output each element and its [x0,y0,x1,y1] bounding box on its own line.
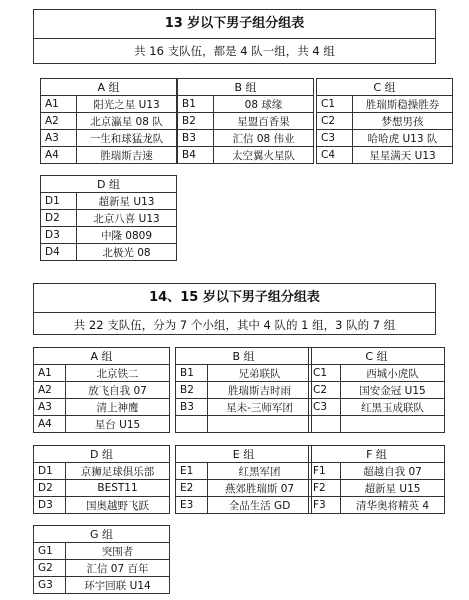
table-row [176,497,312,514]
table-row [176,463,312,480]
team-code: C2 [309,382,341,399]
table-row [34,480,170,497]
team-code: A2 [41,113,77,130]
team-code: E3 [176,497,208,514]
table-row [34,399,170,416]
team-code: D1 [34,463,66,480]
group-name: C 组 [309,348,445,365]
table-row [178,130,314,147]
table-row [34,577,170,594]
table-row [176,382,312,399]
team-code: A4 [41,147,77,164]
table-row [176,480,312,497]
team-name: 燕郊胜瑞斯 07 [208,480,312,497]
team-name: 超新星 U13 [77,193,177,210]
table-row [309,416,445,433]
team-code: G3 [34,577,66,594]
u13-header [33,9,436,64]
group-table [40,175,177,261]
team-code: F2 [309,480,341,497]
team-code: C3 [317,130,353,147]
team-code: B4 [178,147,214,164]
team-code: D2 [41,210,77,227]
team-name [208,416,312,433]
team-code: C3 [309,399,341,416]
group-name: D 组 [41,176,177,193]
table-row [41,193,177,210]
group-table [316,78,453,164]
team-code: G2 [34,560,66,577]
group-name: C 组 [317,79,453,96]
team-name: 太空翼火星队 [214,147,314,164]
group-name: A 组 [34,348,170,365]
team-code: C1 [309,365,341,382]
table-row [309,365,445,382]
group-name: B 组 [176,348,312,365]
team-name: 红黑玉成联队 [341,399,445,416]
group-table [33,445,170,514]
group-table [40,78,177,164]
team-name: 胜瑞斯吉时雨 [208,382,312,399]
team-name: 超越自我 07 [341,463,445,480]
table-row [34,560,170,577]
team-name: 国安金冠 U15 [341,382,445,399]
group-name: F 组 [309,446,445,463]
team-name: 汇信 08 伟业 [214,130,314,147]
team-name: 梦想男孩 [353,113,453,130]
group-table [308,347,445,433]
team-name: 星台 U15 [66,416,170,433]
team-name: 北京铁二 [66,365,170,382]
team-code: D2 [34,480,66,497]
team-name: BEST11 [66,480,170,497]
table-row [41,96,177,113]
group-name: E 组 [176,446,312,463]
team-name: 突围者 [66,543,170,560]
team-code: D4 [41,244,77,261]
team-code: G1 [34,543,66,560]
table-row [317,130,453,147]
table-row [309,463,445,480]
team-code: A2 [34,382,66,399]
team-name: 中隆 0809 [77,227,177,244]
table-row [41,130,177,147]
team-name: 清华奥将精英 4 [341,497,445,514]
team-name [341,416,445,433]
table-row [309,497,445,514]
team-code: A1 [41,96,77,113]
table-row [41,147,177,164]
team-name: 放飞自我 07 [66,382,170,399]
team-code: A1 [34,365,66,382]
group-name: A 组 [41,79,177,96]
team-code: E1 [176,463,208,480]
u15-header [33,283,436,335]
table-row [34,463,170,480]
team-code: C4 [317,147,353,164]
table-row [176,399,312,416]
team-name: 全品生活 GD [208,497,312,514]
team-name: 胜瑞斯吉速 [77,147,177,164]
group-name: B 组 [178,79,314,96]
group-table [177,78,314,164]
group-table [33,347,170,433]
table-row [176,365,312,382]
table-row [309,399,445,416]
team-code: B3 [178,130,214,147]
table-row [41,244,177,261]
team-name: 北京八喜 U13 [77,210,177,227]
group-name: G 组 [34,526,170,543]
table-row [309,382,445,399]
team-name: 星星满天 U13 [353,147,453,164]
group-table [175,445,312,514]
table-row [317,96,453,113]
u15-subtitle: 共 22 支队伍，分为 7 个小组，其中 4 队的 1 组，3 队的 7 组 [73,318,396,332]
team-name: 北极光 08 [77,244,177,261]
table-row [34,416,170,433]
group-table [175,347,312,433]
team-code: B2 [176,382,208,399]
team-code: A3 [34,399,66,416]
team-name: 08 球缘 [214,96,314,113]
table-row [178,147,314,164]
team-code: B2 [178,113,214,130]
team-name: 清上神鹰 [66,399,170,416]
team-name: 星盟百香果 [214,113,314,130]
table-row [41,227,177,244]
table-row [317,147,453,164]
table-row [41,113,177,130]
table-row [34,497,170,514]
team-code: A4 [34,416,66,433]
team-name: 超新星 U15 [341,480,445,497]
team-name: 国奥越野飞跃 [66,497,170,514]
table-row [178,113,314,130]
team-code: A3 [41,130,77,147]
team-code: B1 [178,96,214,113]
team-code: B1 [176,365,208,382]
group-table [33,525,170,594]
team-code [176,416,208,433]
group-table [308,445,445,514]
team-name: 红黑军团 [208,463,312,480]
table-row [317,113,453,130]
table-row [41,210,177,227]
team-name: 兄弟联队 [208,365,312,382]
team-code: F3 [309,497,341,514]
group-name: D 组 [34,446,170,463]
table-row [34,543,170,560]
team-name: 京狮足球俱乐部 [66,463,170,480]
team-code: D3 [34,497,66,514]
team-code: D3 [41,227,77,244]
table-row [309,480,445,497]
table-row [34,365,170,382]
team-code: E2 [176,480,208,497]
team-name: 环宇回联 U14 [66,577,170,594]
team-code [309,416,341,433]
team-name: 一生和球猛龙队 [77,130,177,147]
team-name: 阳光之星 U13 [77,96,177,113]
u13-title: 13 岁以下男子组分组表 [34,10,435,39]
team-name: 星未-三师军团 [208,399,312,416]
table-row [34,382,170,399]
team-name: 胜瑞斯稳操胜券 [353,96,453,113]
team-name: 汇信 07 百年 [66,560,170,577]
table-row [178,96,314,113]
team-code: C2 [317,113,353,130]
team-name: 北京瀛星 08 队 [77,113,177,130]
team-code: F1 [309,463,341,480]
team-name: 哈哈虎 U13 队 [353,130,453,147]
team-code: D1 [41,193,77,210]
team-name: 西城小虎队 [341,365,445,382]
u13-subtitle: 共 16 支队伍，都是 4 队一组，共 4 组 [134,44,335,58]
team-code: C1 [317,96,353,113]
team-code: B3 [176,399,208,416]
table-row [176,416,312,433]
u15-title: 14、15 岁以下男子组分组表 [34,284,435,313]
